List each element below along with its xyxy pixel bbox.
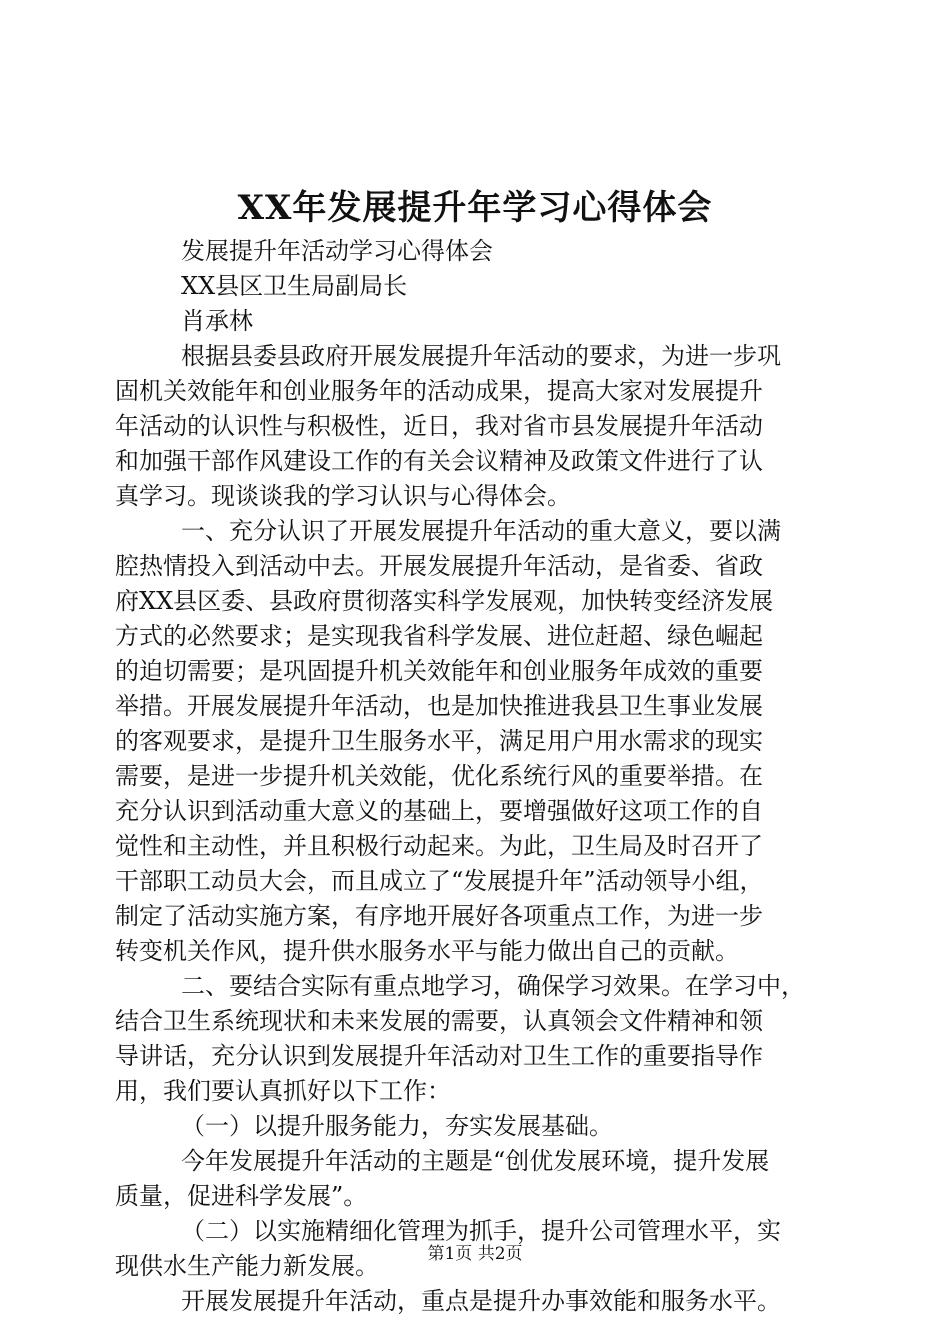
text-line: 年活动的认识性与积极性，近日，我对省市县发展提升年活动 — [115, 412, 763, 440]
text-line: 需要，是进一步提升机关效能，优化系统行风的重要举措。在 — [115, 762, 763, 790]
text-line: 二、要结合实际有重点地学习，确保学习效果。在学习中， — [181, 972, 805, 1000]
text-line: 的客观要求，是提升卫生服务水平，满足用户用水需求的现实 — [115, 727, 763, 755]
document-title: XX年发展提升年学习心得体会 — [237, 188, 713, 228]
text-line: 固机关效能年和创业服务年的活动成果，提高大家对发展提升 — [115, 377, 763, 405]
text-line: 现供水生产能力新发展。 — [115, 1252, 379, 1280]
text-line: 府XX县区委、县政府贯彻落实科学发展观，加快转变经济发展 — [115, 587, 774, 615]
text-line: 觉性和主动性，并且积极行动起来。为此，卫生局及时召开了 — [115, 832, 763, 860]
text-line: 开展发展提升年活动，重点是提升办事效能和服务水平。 — [181, 1287, 781, 1315]
text-line: 转变机关作风，提升供水服务水平与能力做出自己的贡献。 — [115, 937, 739, 965]
text-line: 结合卫生系统现状和未来发展的需要，认真领会文件精神和领 — [115, 1007, 763, 1035]
document-body — [115, 234, 835, 1319]
text-line: （二）以实施精细化管理为抓手，提升公司管理水平，实 — [181, 1217, 781, 1245]
text-line: （一）以提升服务能力，夯实发展基础。 — [181, 1112, 613, 1140]
page-footer: 第1页 共2页 — [427, 1244, 523, 1264]
text-line: 今年发展提升年活动的主题是“创优发展环境，提升发展 — [181, 1147, 770, 1175]
text-line: 一、充分认识了开展发展提升年活动的重大意义，要以满 — [181, 517, 781, 545]
text-line: XX县区卫生局副局长 — [181, 272, 408, 300]
text-line: 充分认识到活动重大意义的基础上，要增强做好这项工作的自 — [115, 797, 763, 825]
text-line: 发展提升年活动学习心得体会 — [181, 237, 493, 265]
text-line: 干部职工动员大会，而且成立了“发展提升年”活动领导小组， — [115, 867, 764, 895]
text-line: 导讲话，充分认识到发展提升年活动对卫生工作的重要指导作 — [115, 1042, 763, 1070]
text-line: 质量，促进科学发展”。 — [115, 1182, 368, 1210]
text-line: 和加强干部作风建设工作的有关会议精神及政策文件进行了认 — [115, 447, 763, 475]
text-line: 方式的必然要求；是实现我省科学发展、进位赶超、绿色崛起 — [115, 622, 763, 650]
text-line: 制定了活动实施方案，有序地开展好各项重点工作，为进一步 — [115, 902, 763, 930]
text-line: 的迫切需要；是巩固提升机关效能年和创业服务年成效的重要 — [115, 657, 763, 685]
text-line: 根据县委县政府开展发展提升年活动的要求，为进一步巩 — [181, 342, 781, 370]
text-line: 真学习。现谈谈我的学习认识与心得体会。 — [115, 482, 571, 510]
text-line: 用，我们要认真抓好以下工作： — [115, 1077, 451, 1105]
text-line: 肖承林 — [181, 307, 253, 335]
text-line: 举措。开展发展提升年活动，也是加快推进我县卫生事业发展 — [115, 692, 763, 720]
text-line: 腔热情投入到活动中去。开展发展提升年活动，是省委、省政 — [115, 552, 763, 580]
